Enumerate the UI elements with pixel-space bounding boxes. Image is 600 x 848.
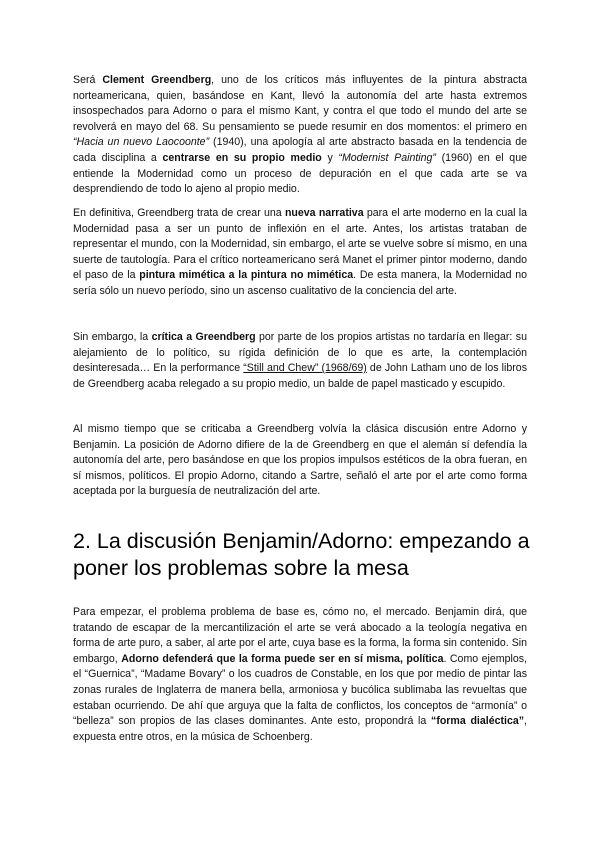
text-run: , uno de los críticos más influyentes de la pintura abstracta norteamericana, quien, basándose en Kant, llevó la autonomía del arte hasta extremos insospechados para Adorno o para el mismo Kant, y contra el que todo el mundo del arte se revolverá en mayo del 68. Su pensamiento se puede resumir en dos momentos: el primero en bbox=[73, 74, 527, 133]
text-run: (1960) en el que entiende la Modernidad como un proceso de depuración en el que cada arte se va desprendiendo de todo lo ajeno al propio medio. bbox=[73, 151, 527, 196]
text-run: y bbox=[321, 151, 339, 164]
text-run: Para empezar, el problema problema de base es, cómo no, el mercado. Benjamin dirá, que tratando de escapar de la mercantilización el arte se verá abocado a la teología negativa en forma de arte puro, a saber, al arte por el arte, cuya base es la forma, la forma sin contenido. Sin embargo, bbox=[73, 606, 528, 665]
section-heading: 2. La discusión Benjamin/Adorno: empezando a poner los problemas sobre la mesa bbox=[73, 529, 530, 580]
text-run: por parte de los propios artistas no tardaría en llegar: su alejamiento de lo político, su rígida definición de lo que es arte, la contemplación desinteresada… En la performance bbox=[73, 331, 527, 375]
bold-term-forma-dialectica: “forma dialéctica” bbox=[431, 715, 525, 728]
text-run: Será bbox=[73, 74, 103, 86]
text-run: . De esta manera, la Modernidad no sería sólo un nuevo período, sino un ascenso cualitativo de la conciencia del arte. bbox=[73, 269, 527, 297]
paragraph-greendberg-intro bbox=[73, 73, 527, 198]
text-run: , expuesta entre otros, en la música de Schoenberg. bbox=[73, 715, 527, 743]
paragraph-mercado bbox=[73, 605, 527, 745]
text-run: Al mismo tiempo que se criticaba a Greendberg volvía la clásica discusión entre Adorno y Benjamin. La posición de Adorno difiere de la de Greendberg en que el alemán sí defendía la autonomía del arte, pero basándose en que los propios impulsos estéticos de la obra fueran, en sí mismos, políticos. El propio Adorno, citando a Sartre, señaló el arte por el arte como forma aceptada por la burguesía de neutralización del arte. bbox=[73, 423, 527, 498]
paragraph-adorno-benjamin bbox=[73, 422, 527, 500]
bold-term-pintura-mimetica: pintura mimética a la pintura no mimética bbox=[139, 269, 354, 282]
text-run: (1940), una apología al arte abstracto basada en la tendencia de cada disciplina a bbox=[73, 136, 527, 164]
text-run: de John Latham uno de los libros de Greendberg acaba relegado a su propio medio, un balde de papel masticado y escupido. bbox=[73, 362, 527, 390]
text-run: . Como ejemplos, el “Guernica”, “Madame Bovary” o los cuadros de Constable, en los que por medio de pintar las zonas rurales de Inglaterra de manera bella, armoniosa y bucólica sublimaba las revueltas que estaban ocurriendo. De ahí que arguya que la falta de conflictos, los conceptos de “armonía” o “belleza” son propios de las clases dominantes. Ante esto, propondrá la bbox=[73, 652, 527, 728]
italic-title-modernist-painting: “Modernist Painting” bbox=[338, 151, 436, 164]
paragraph-critica-greendberg bbox=[73, 330, 527, 392]
bold-term-propio-medio: centrarse en su propio medio bbox=[162, 151, 322, 164]
text-run: Sin embargo, la bbox=[73, 331, 152, 343]
text-run: En definitiva, Greendberg trata de crear una bbox=[73, 207, 285, 219]
bold-term-critica-greendberg: crítica a Greendberg bbox=[151, 331, 256, 343]
bold-term-adorno-forma-politica: Adorno defenderá que la forma puede ser en sí misma, política bbox=[121, 652, 444, 665]
link-still-and-chew[interactable]: “Still and Chew” (1968/69) bbox=[243, 362, 367, 375]
italic-title-laocoonte: “Hacia un nuevo Laocoonte” bbox=[73, 136, 210, 149]
bold-term-clement-greendberg: Clement Greendberg bbox=[102, 74, 212, 86]
bold-term-nueva-narrativa: nueva narrativa bbox=[284, 207, 364, 219]
paragraph-nueva-narrativa bbox=[73, 206, 527, 300]
text-run: para el arte moderno en la cual la Modernidad pasa a ser un punto de inflexión en el arte. Antes, los artistas trataban de representar el mundo, con la Modernidad, sin embargo, el arte se vuelve sobre sí mismo, en una suerte de tautología. Para el crítico norteamericano será Manet el primer pintor moderno, dando el paso de la bbox=[73, 207, 528, 282]
